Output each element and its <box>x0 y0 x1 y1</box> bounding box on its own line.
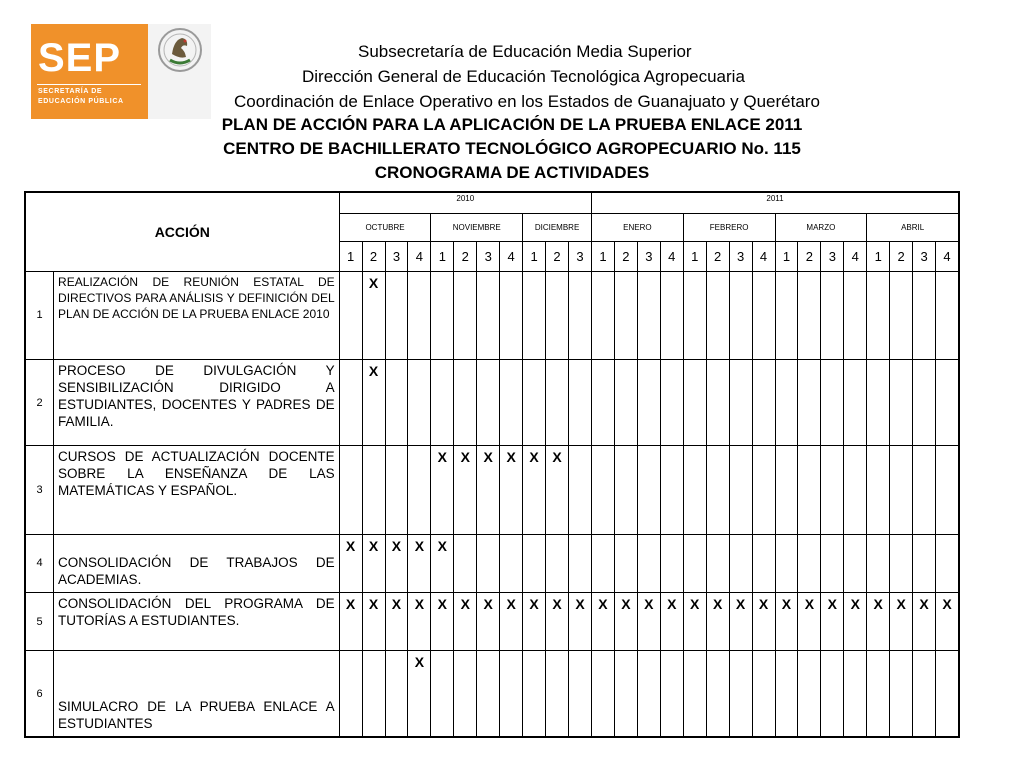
schedule-mark: X <box>408 534 431 592</box>
week-number: 3 <box>637 241 660 271</box>
schedule-mark: X <box>683 592 706 650</box>
schedule-cell <box>523 534 546 592</box>
schedule-cell <box>775 534 798 592</box>
schedule-mark: X <box>798 592 821 650</box>
activity-number: 6 <box>25 651 54 737</box>
schedule-cell <box>500 534 523 592</box>
sep-logo-brand: SEP <box>38 36 122 80</box>
schedule-cell <box>592 360 615 446</box>
schedule-mark: X <box>775 592 798 650</box>
schedule-mark: X <box>408 651 431 737</box>
schedule-cell <box>752 446 775 534</box>
schedule-mark: X <box>500 592 523 650</box>
schedule-cell <box>546 360 569 446</box>
schedule-cell <box>385 360 408 446</box>
schedule-mark: X <box>431 446 454 534</box>
schedule-cell <box>867 360 890 446</box>
schedule-cell <box>913 446 936 534</box>
schedule-cell <box>614 534 637 592</box>
schedule-cell <box>844 534 867 592</box>
schedule-cell <box>706 651 729 737</box>
schedule-cell <box>660 534 683 592</box>
schedule-mark: X <box>385 592 408 650</box>
schedule-cell <box>775 446 798 534</box>
schedule-cell <box>614 271 637 359</box>
schedule-cell <box>936 534 959 592</box>
schedule-cell <box>569 446 592 534</box>
week-number: 2 <box>614 241 637 271</box>
month-header: DICIEMBRE <box>523 213 592 241</box>
schedule-mark: X <box>867 592 890 650</box>
schedule-cell <box>844 271 867 359</box>
activity-number: 2 <box>25 360 54 446</box>
schedule-mark: X <box>890 592 913 650</box>
schedule-cell <box>683 534 706 592</box>
week-number: 2 <box>454 241 477 271</box>
schedule-mark: X <box>454 446 477 534</box>
schedule-mark: X <box>821 592 844 650</box>
schedule-cell <box>821 271 844 359</box>
schedule-cell <box>913 651 936 737</box>
school-title: CENTRO DE BACHILLERATO TECNOLÓGICO AGROPECUARIO No. 115 <box>223 139 801 158</box>
activity-description: SIMULACRO DE LA PRUEBA ENLACE A ESTUDIANTES <box>54 651 340 737</box>
schedule-mark: X <box>431 534 454 592</box>
schedule-mark: X <box>637 592 660 650</box>
week-number: 4 <box>936 241 959 271</box>
accion-header: ACCIÓN <box>25 192 339 271</box>
schedule-cell <box>706 534 729 592</box>
schedule-mark: X <box>844 592 867 650</box>
schedule-mark: X <box>569 592 592 650</box>
mexico-seal-icon <box>148 24 211 119</box>
sep-logo <box>31 24 211 119</box>
schedule-cell <box>431 271 454 359</box>
activity-row <box>25 271 959 359</box>
schedule-cell <box>477 360 500 446</box>
schedule-mark: X <box>385 534 408 592</box>
schedule-cell <box>477 271 500 359</box>
schedule-mark: X <box>362 360 385 446</box>
schedule-mark: X <box>729 592 752 650</box>
schedule-cell <box>775 360 798 446</box>
schedule-cell <box>867 651 890 737</box>
week-number: 1 <box>867 241 890 271</box>
schedule-cell <box>431 651 454 737</box>
schedule-cell <box>890 446 913 534</box>
week-number: 4 <box>752 241 775 271</box>
schedule-mark: X <box>614 592 637 650</box>
schedule-cell <box>890 360 913 446</box>
schedule-cell <box>477 651 500 737</box>
schedule-cell <box>500 360 523 446</box>
schedule-cell <box>614 360 637 446</box>
activity-row <box>25 360 959 446</box>
week-number: 1 <box>683 241 706 271</box>
schedule-cell <box>546 271 569 359</box>
schedule-cell <box>890 651 913 737</box>
schedule-cell <box>798 271 821 359</box>
cronograma-title: CRONOGRAMA DE ACTIVIDADES <box>374 163 650 182</box>
week-number: 2 <box>362 241 385 271</box>
schedule-mark: X <box>454 592 477 650</box>
schedule-mark: X <box>408 592 431 650</box>
schedule-cell <box>867 446 890 534</box>
schedule-cell <box>798 360 821 446</box>
schedule-cell <box>408 271 431 359</box>
schedule-cell <box>385 271 408 359</box>
schedule-cell <box>706 446 729 534</box>
schedule-cell <box>454 534 477 592</box>
schedule-cell <box>339 360 362 446</box>
schedule-cell <box>706 271 729 359</box>
schedule-cell <box>821 360 844 446</box>
year-header: 2011 <box>592 192 960 213</box>
schedule-mark: X <box>660 592 683 650</box>
schedule-cell <box>339 271 362 359</box>
schedule-cell <box>592 446 615 534</box>
month-header: NOVIEMBRE <box>431 213 523 241</box>
activity-number: 1 <box>25 271 54 359</box>
schedule-cell <box>431 360 454 446</box>
schedule-cell <box>706 360 729 446</box>
schedule-cell <box>752 651 775 737</box>
schedule-mark: X <box>546 446 569 534</box>
schedule-cell <box>867 271 890 359</box>
schedule-cell <box>913 534 936 592</box>
schedule-cell <box>637 651 660 737</box>
schedule-cell <box>408 446 431 534</box>
schedule-cell <box>500 651 523 737</box>
week-number: 3 <box>729 241 752 271</box>
month-header: FEBRERO <box>683 213 775 241</box>
schedule-cell <box>867 534 890 592</box>
schedule-mark: X <box>523 592 546 650</box>
schedule-cell <box>729 651 752 737</box>
activity-row <box>25 651 959 737</box>
schedule-cell <box>385 446 408 534</box>
schedule-cell <box>660 651 683 737</box>
schedule-cell <box>936 446 959 534</box>
week-number: 2 <box>706 241 729 271</box>
month-header: OCTUBRE <box>339 213 431 241</box>
schedule-cell <box>339 446 362 534</box>
week-number: 2 <box>890 241 913 271</box>
week-number: 1 <box>523 241 546 271</box>
sep-logo-subtitle <box>38 87 124 107</box>
schedule-cell <box>913 271 936 359</box>
schedule-mark: X <box>362 534 385 592</box>
schedule-cell <box>637 271 660 359</box>
schedule-cell <box>385 651 408 737</box>
schedule-cell <box>477 534 500 592</box>
schedule-cell <box>637 534 660 592</box>
schedule-cell <box>362 446 385 534</box>
schedule-cell <box>614 446 637 534</box>
activity-number: 5 <box>25 592 54 650</box>
schedule-cell <box>683 360 706 446</box>
week-number: 1 <box>775 241 798 271</box>
week-number: 4 <box>408 241 431 271</box>
schedule-cell <box>775 651 798 737</box>
header-direccion-general: Dirección General de Educación Tecnológica Agropecuaria <box>302 67 745 86</box>
activity-description: CURSOS DE ACTUALIZACIÓN DOCENTE SOBRE LA ENSEÑANZA DE LAS MATEMÁTICAS Y ESPAÑOL. <box>54 446 340 534</box>
week-number: 4 <box>660 241 683 271</box>
sep-logo-subtitle-line2: EDUCACIÓN PÚBLICA <box>38 98 124 105</box>
week-number: 1 <box>339 241 362 271</box>
schedule-cell <box>752 360 775 446</box>
schedule-cell <box>523 651 546 737</box>
schedule-cell <box>523 360 546 446</box>
activity-number: 3 <box>25 446 54 534</box>
activity-number: 4 <box>25 534 54 592</box>
schedule-mark: X <box>913 592 936 650</box>
schedule-cell <box>798 446 821 534</box>
cronograma-table <box>24 191 960 738</box>
schedule-mark: X <box>431 592 454 650</box>
schedule-cell <box>729 360 752 446</box>
schedule-mark: X <box>936 592 959 650</box>
week-number: 3 <box>385 241 408 271</box>
week-number: 4 <box>500 241 523 271</box>
schedule-cell <box>454 651 477 737</box>
schedule-cell <box>798 534 821 592</box>
activity-row <box>25 446 959 534</box>
schedule-mark: X <box>362 271 385 359</box>
schedule-cell <box>500 271 523 359</box>
week-number: 1 <box>431 241 454 271</box>
schedule-cell <box>614 651 637 737</box>
week-number: 1 <box>592 241 615 271</box>
schedule-cell <box>637 446 660 534</box>
sep-logo-block <box>31 24 148 119</box>
sep-logo-subtitle-line1: SECRETARÍA DE <box>38 88 103 95</box>
schedule-cell <box>660 360 683 446</box>
schedule-mark: X <box>523 446 546 534</box>
schedule-cell <box>821 534 844 592</box>
schedule-cell <box>569 651 592 737</box>
week-number: 3 <box>477 241 500 271</box>
schedule-cell <box>569 360 592 446</box>
schedule-cell <box>821 446 844 534</box>
schedule-cell <box>569 271 592 359</box>
sep-logo-divider <box>37 84 141 85</box>
schedule-cell <box>408 360 431 446</box>
schedule-cell <box>890 271 913 359</box>
schedule-cell <box>523 271 546 359</box>
activity-description: PROCESO DE DIVULGACIÓN Y SENSIBILIZACIÓN DIRIGIDO A ESTUDIANTES, DOCENTES Y PADRES DE FAMILIA. <box>54 360 340 446</box>
schedule-mark: X <box>752 592 775 650</box>
schedule-cell <box>454 271 477 359</box>
schedule-mark: X <box>339 534 362 592</box>
activity-description: CONSOLIDACIÓN DEL PROGRAMA DE TUTORÍAS A ESTUDIANTES. <box>54 592 340 650</box>
schedule-mark: X <box>339 592 362 650</box>
schedule-cell <box>844 446 867 534</box>
schedule-mark: X <box>500 446 523 534</box>
year-header: 2010 <box>339 192 591 213</box>
schedule-cell <box>660 271 683 359</box>
schedule-mark: X <box>477 446 500 534</box>
schedule-cell <box>798 651 821 737</box>
plan-title: PLAN DE ACCIÓN PARA LA APLICACIÓN DE LA PRUEBA ENLACE 2011 <box>221 115 803 134</box>
week-number: 3 <box>913 241 936 271</box>
schedule-cell <box>546 651 569 737</box>
schedule-cell <box>592 651 615 737</box>
schedule-cell <box>775 271 798 359</box>
schedule-cell <box>592 534 615 592</box>
schedule-cell <box>683 446 706 534</box>
schedule-cell <box>660 446 683 534</box>
month-header: ENERO <box>592 213 684 241</box>
schedule-cell <box>729 271 752 359</box>
week-number: 3 <box>569 241 592 271</box>
schedule-cell <box>821 651 844 737</box>
schedule-cell <box>936 271 959 359</box>
activity-row <box>25 534 959 592</box>
month-header: ABRIL <box>867 213 959 241</box>
schedule-cell <box>729 534 752 592</box>
activity-row <box>25 592 959 650</box>
schedule-mark: X <box>362 592 385 650</box>
week-number: 3 <box>821 241 844 271</box>
header-coordinacion: Coordinación de Enlace Operativo en los Estados de Guanajuato y Querétaro <box>234 92 820 111</box>
schedule-cell <box>752 534 775 592</box>
schedule-cell <box>844 360 867 446</box>
schedule-mark: X <box>706 592 729 650</box>
schedule-cell <box>683 651 706 737</box>
schedule-cell <box>339 651 362 737</box>
week-number: 2 <box>546 241 569 271</box>
activity-description: REALIZACIÓN DE REUNIÓN ESTATAL DE DIRECTIVOS PARA ANÁLISIS Y DEFINICIÓN DEL PLAN DE ACCIÓN DE LA PRUEBA ENLACE 2010 <box>54 271 340 359</box>
schedule-cell <box>637 360 660 446</box>
schedule-cell <box>362 651 385 737</box>
schedule-cell <box>569 534 592 592</box>
schedule-cell <box>729 446 752 534</box>
schedule-cell <box>890 534 913 592</box>
header-subsecretaria: Subsecretaría de Educación Media Superior <box>358 42 692 61</box>
schedule-mark: X <box>477 592 500 650</box>
schedule-cell <box>913 360 936 446</box>
schedule-cell <box>936 360 959 446</box>
schedule-cell <box>752 271 775 359</box>
schedule-cell <box>592 271 615 359</box>
schedule-cell <box>683 271 706 359</box>
schedule-cell <box>844 651 867 737</box>
week-number: 4 <box>844 241 867 271</box>
activity-description: CONSOLIDACIÓN DE TRABAJOS DE ACADEMIAS. <box>54 534 340 592</box>
month-header: MARZO <box>775 213 867 241</box>
schedule-mark: X <box>592 592 615 650</box>
schedule-cell <box>454 360 477 446</box>
schedule-mark: X <box>546 592 569 650</box>
schedule-cell <box>936 651 959 737</box>
schedule-cell <box>546 534 569 592</box>
week-number: 2 <box>798 241 821 271</box>
